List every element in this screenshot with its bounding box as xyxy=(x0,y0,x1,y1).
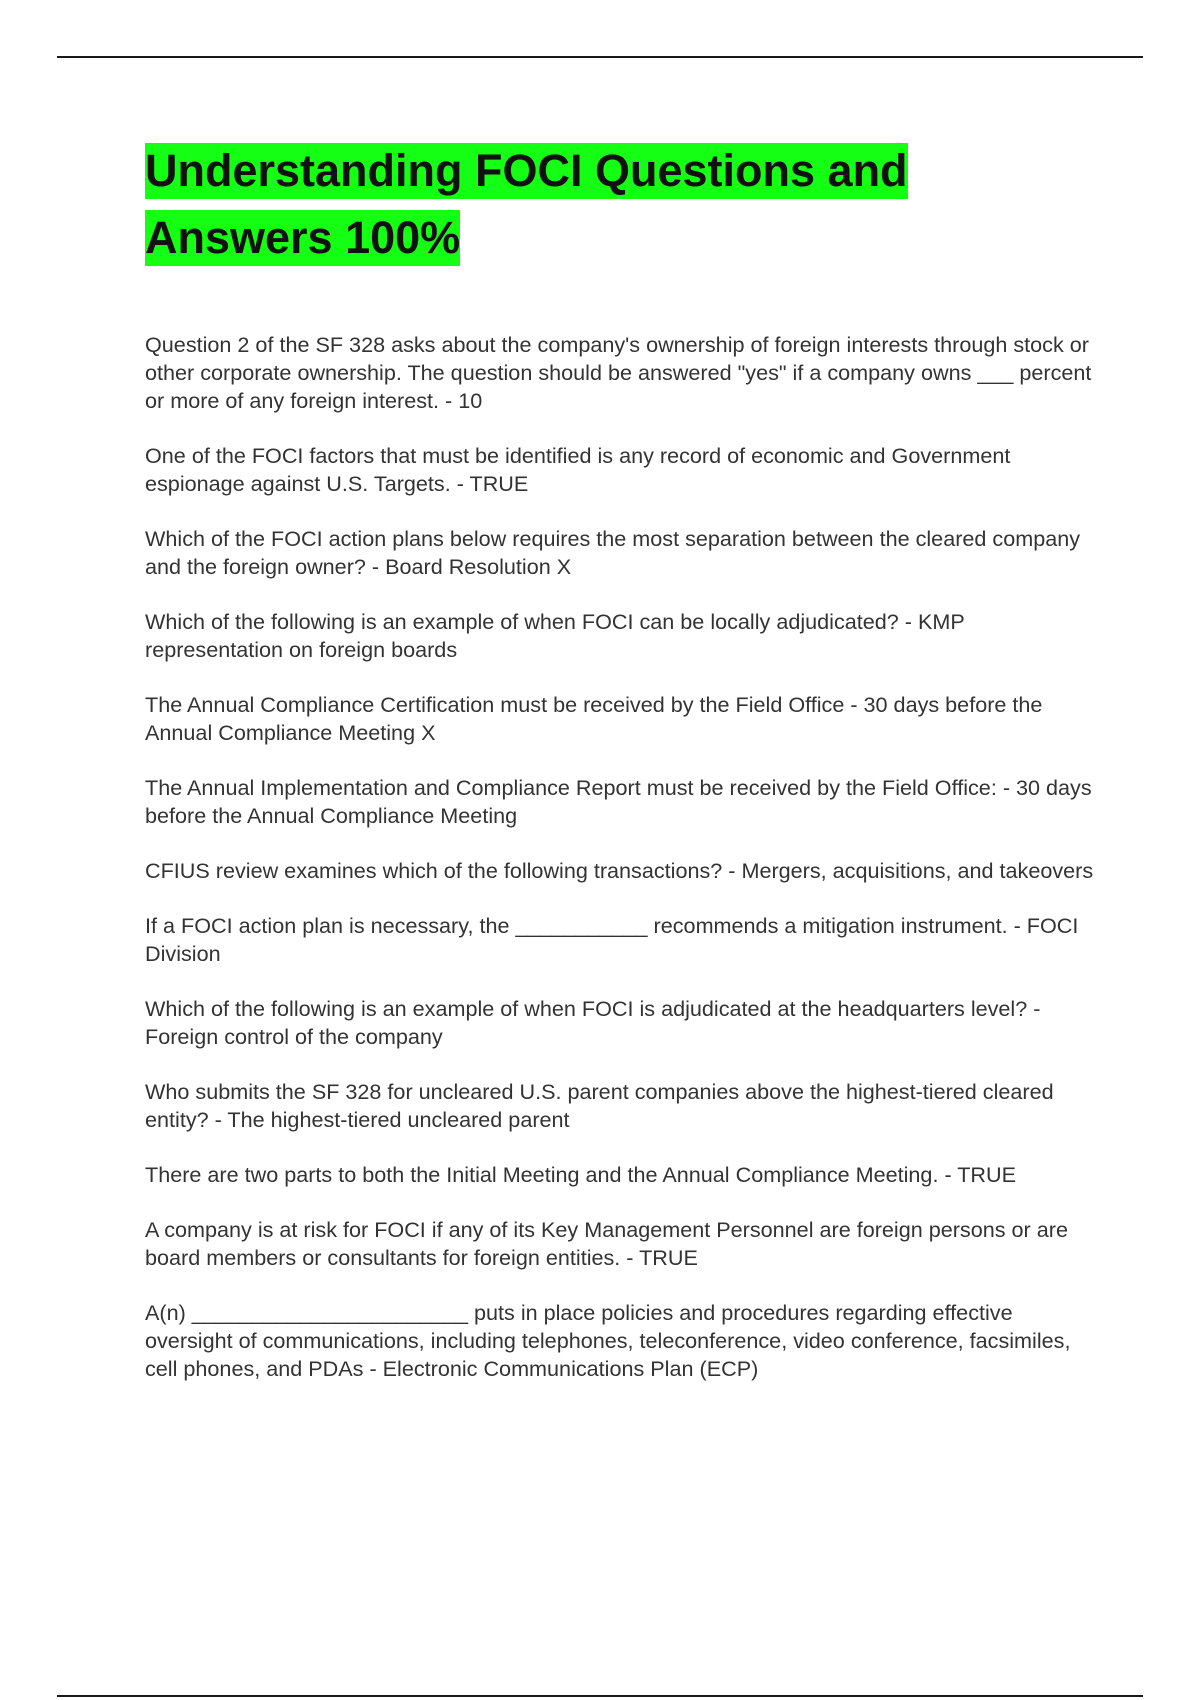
footer-rule xyxy=(57,1695,1143,1697)
qa-item: A company is at risk for FOCI if any of its Key Management Personnel are foreign persons or are board members or consultants for foreign entities. - TRUE xyxy=(145,1217,1068,1270)
qa-item: One of the FOCI factors that must be identified is any record of economic and Government espionage against U.S. Targets. - TRUE xyxy=(145,443,1011,496)
qa-item: Who submits the SF 328 for uncleared U.S. parent companies above the highest-tiered cleared entity? - The highest-tiered uncleared parent xyxy=(145,1079,1054,1132)
qa-item: The Annual Implementation and Compliance Report must be received by the Field Office: - 30 days before the Annual Compliance Meeting xyxy=(145,775,1092,828)
qa-item: There are two parts to both the Initial Meeting and the Annual Compliance Meeting. - TRUE xyxy=(145,1162,1017,1187)
document-title xyxy=(145,143,1100,277)
qa-item: If a FOCI action plan is necessary, the ___________ recommends a mitigation instrument. - FOCI Division xyxy=(145,913,1079,966)
title-line-2: Answers 100% xyxy=(145,210,460,266)
qa-item: Which of the FOCI action plans below requires the most separation between the cleared company and the foreign owner? - Board Resolution X xyxy=(145,526,1081,579)
qa-item: Question 2 of the SF 328 asks about the company's ownership of foreign interests through stock or other corporate ownership. The question should be answered "yes" if a company owns ___ percent or more of any foreign interest. - 10 xyxy=(145,332,1092,413)
qa-item: Which of the following is an example of when FOCI can be locally adjudicated? - KMP representation on foreign boards xyxy=(145,609,965,662)
qa-item: Which of the following is an example of when FOCI is adjudicated at the headquarters level? - Foreign control of the company xyxy=(145,996,1041,1049)
qa-item: A(n) _______________________ puts in place policies and procedures regarding effective oversight of communications, including telephones, teleconference, video conference, facsimiles, cell phones, and PDAs - Electronic Communications Plan (ECP) xyxy=(145,1300,1071,1381)
document-body xyxy=(145,143,1100,1410)
qa-item: CFIUS review examines which of the following transactions? - Mergers, acquisitions, and takeovers xyxy=(145,858,1094,883)
qa-item: The Annual Compliance Certification must be received by the Field Office - 30 days before the Annual Compliance Meeting X xyxy=(145,692,1043,745)
qa-list xyxy=(145,331,1100,1383)
header-rule xyxy=(57,56,1143,58)
title-line-1: Understanding FOCI Questions and xyxy=(145,143,908,199)
